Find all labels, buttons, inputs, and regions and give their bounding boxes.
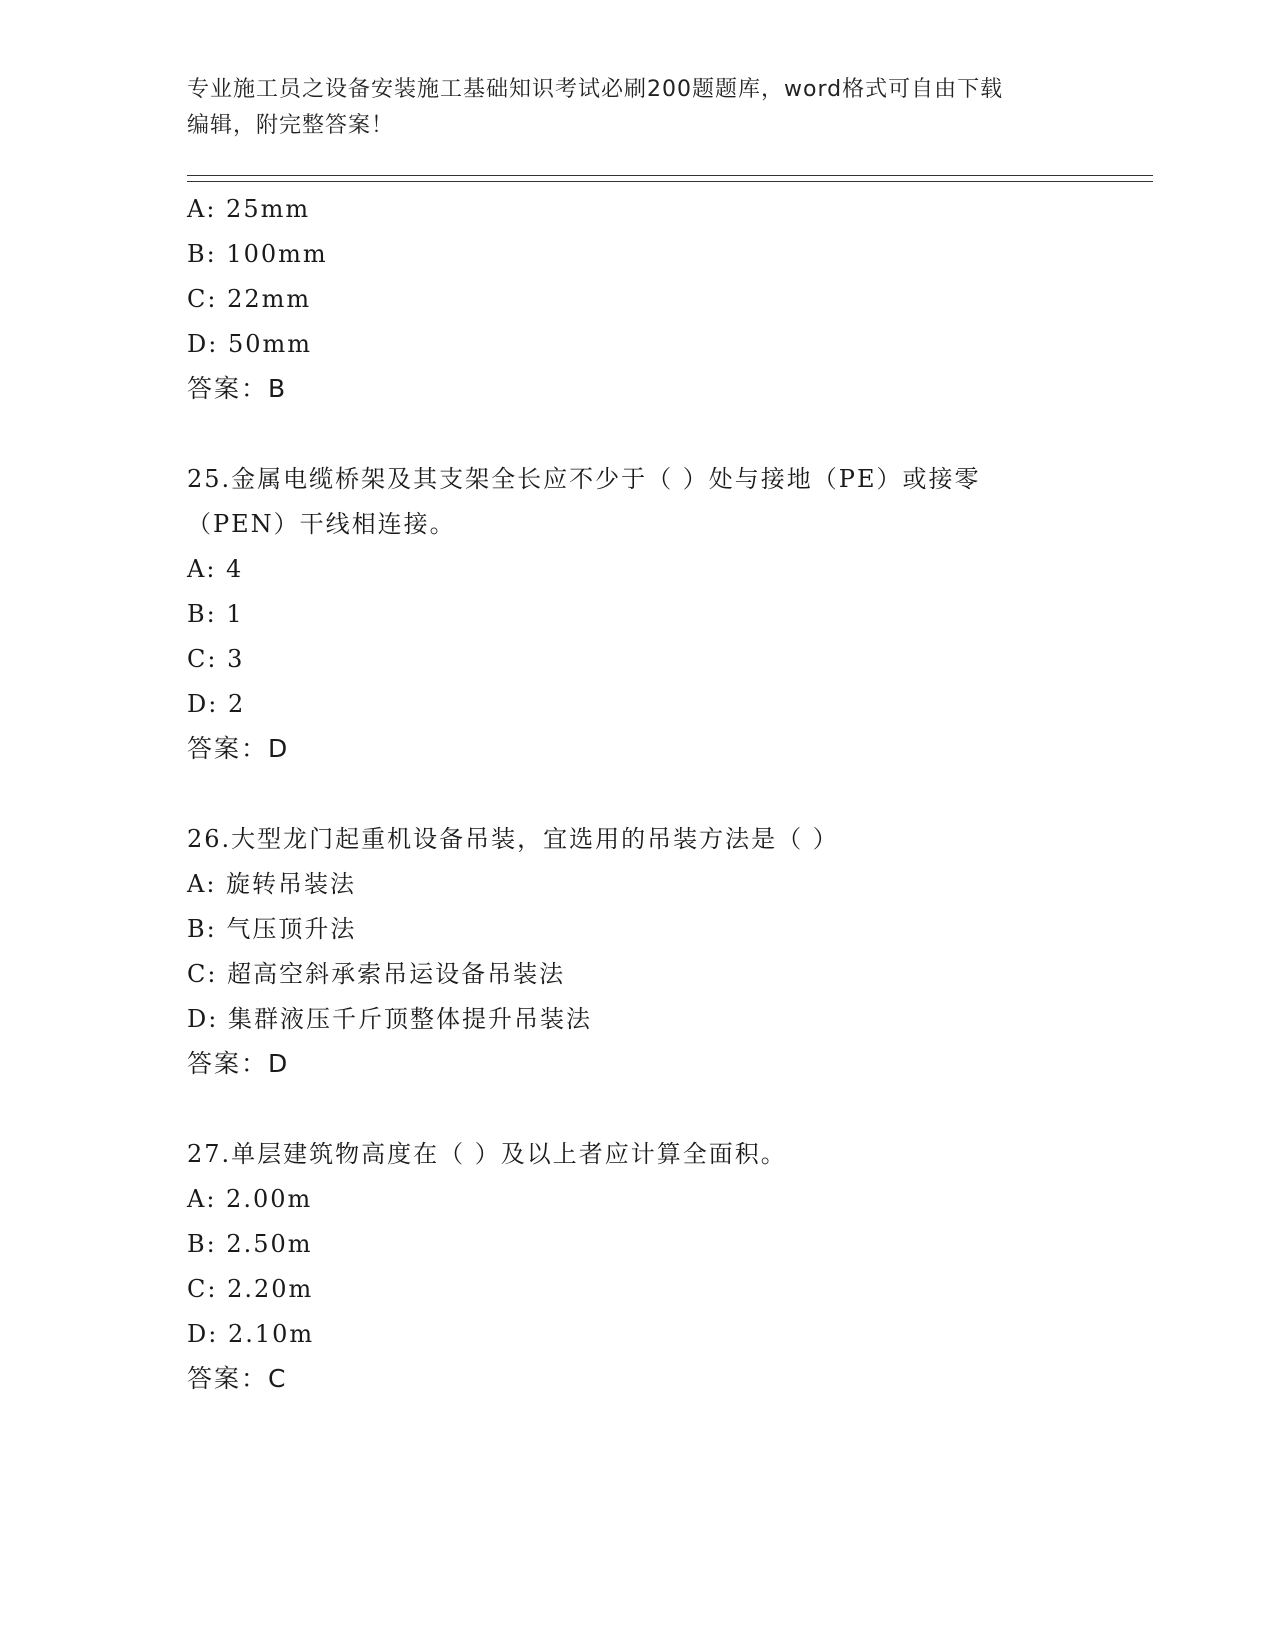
q26-option-a: A: 旋转吊装法 [187,870,357,898]
q24-option-a: A: 25mm [187,195,311,223]
q24-option-b: B: 100mm [187,240,328,268]
q25-stem-line-1: 25.金属电缆桥架及其支架全长应不少于（ ）处与接地（PE）或接零 [187,465,981,493]
header-line-1: 专业施工员之设备安装施工基础知识考试必刷200题题库，word格式可自由下载 [187,77,1004,102]
document-header [187,72,1087,144]
q27-stem-line-1: 27.单层建筑物高度在（ ）及以上者应计算全面积。 [187,1140,787,1168]
header-rule-bottom [187,181,1153,182]
q27-option-d: D: 2.10m [187,1320,315,1348]
q26-option-b: B: 气压顶升法 [187,915,357,943]
q25-option-c: C: 3 [187,645,245,673]
q25-option-b: B: 1 [187,600,244,628]
header-rule-top [187,175,1153,176]
q27-option-b: B: 2.50m [187,1230,313,1258]
q26-option-d: D: 集群液压千斤顶整体提升吊装法 [187,1005,592,1033]
q24-answer: 答案：B [187,374,288,403]
q26-stem-line-1: 26.大型龙门起重机设备吊装，宜选用的吊装方法是（ ） [187,825,839,853]
header-line-2: 编辑，附完整答案！ [187,113,395,138]
q25-answer: 答案：D [187,734,290,763]
q27-option-c: C: 2.20m [187,1275,314,1303]
q25-option-d: D: 2 [187,690,246,718]
q26-answer: 答案：D [187,1049,290,1078]
q26-option-c: C: 超高空斜承索吊运设备吊装法 [187,960,566,988]
q25-option-a: A: 4 [187,555,244,583]
q24-option-c: C: 22mm [187,285,312,313]
q24-option-d: D: 50mm [187,330,313,358]
q27-answer: 答案：C [187,1364,288,1393]
q27-option-a: A: 2.00m [187,1185,313,1213]
q25-stem-line-2: （PEN）干线相连接。 [187,510,456,538]
